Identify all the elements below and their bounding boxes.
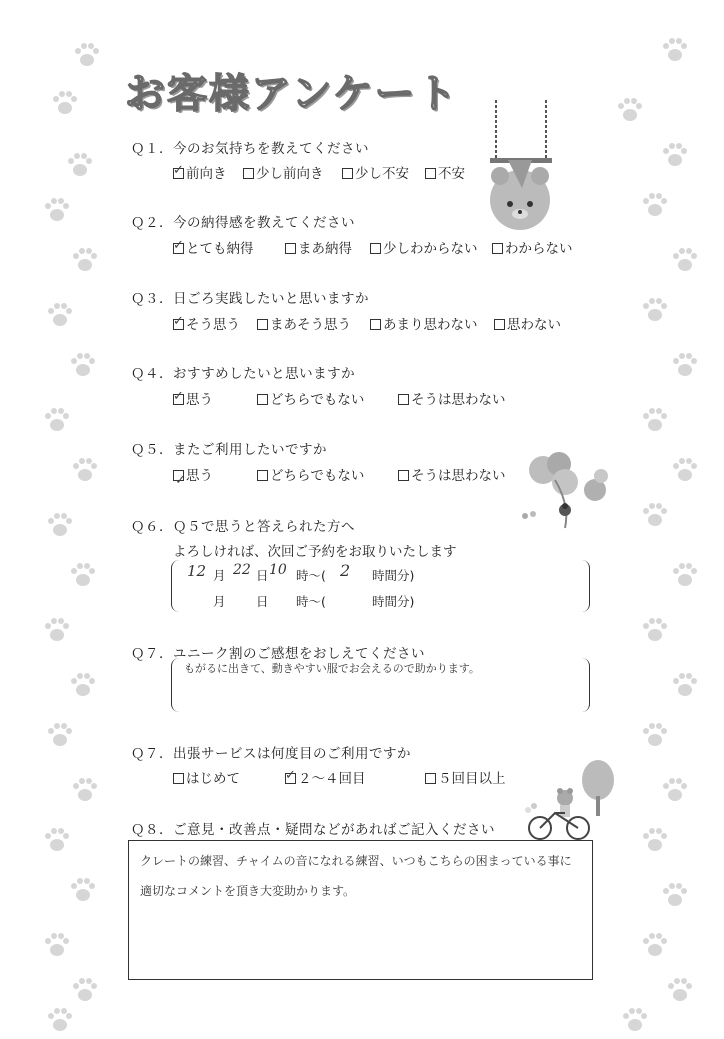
q5-option-3[interactable]: そうは思わない bbox=[398, 464, 506, 484]
paw-print-icon bbox=[42, 405, 72, 435]
survey-title: お客様アンケート bbox=[125, 71, 459, 117]
checkbox[interactable] bbox=[425, 168, 436, 179]
question-3-label: Ｑ３．日ごろ実践したいと思いますか bbox=[131, 291, 369, 307]
paw-print-icon bbox=[665, 975, 695, 1005]
question-6-label: Ｑ６．Ｑ５で思うと答えられた方へ bbox=[131, 519, 355, 535]
checkbox[interactable] bbox=[257, 394, 268, 405]
paw-print-icon bbox=[640, 295, 670, 325]
paw-print-icon bbox=[45, 720, 75, 750]
q1-option-2[interactable]: 少し前向き bbox=[243, 162, 324, 182]
checkbox[interactable] bbox=[398, 470, 409, 481]
paw-print-icon bbox=[670, 455, 700, 485]
q2-option-4[interactable]: わからない bbox=[492, 237, 573, 257]
check-mark-icon: ✓ bbox=[173, 314, 184, 329]
paw-print-icon bbox=[640, 405, 670, 435]
paw-print-icon bbox=[670, 350, 700, 380]
paw-print-icon bbox=[42, 930, 72, 960]
q1-option-1[interactable]: ✓ 前向き bbox=[173, 163, 227, 182]
paw-print-icon bbox=[615, 95, 645, 125]
checkbox[interactable] bbox=[173, 773, 184, 784]
paw-print-icon bbox=[660, 880, 690, 910]
paw-print-icon bbox=[68, 670, 98, 700]
paw-print-icon bbox=[640, 720, 670, 750]
hour-unit-label-2: 時〜( bbox=[296, 594, 326, 609]
paw-print-icon bbox=[50, 88, 80, 118]
paw-print-icon bbox=[70, 245, 100, 275]
bicycle-tree-illustration bbox=[520, 758, 620, 843]
question-7b-label: Ｑ７．出張サービスは何度目のご利用ですか bbox=[131, 746, 411, 762]
paw-print-icon bbox=[670, 560, 700, 590]
q5-option-1[interactable]: ✓ 思う bbox=[175, 468, 213, 488]
day-unit-label: 日 bbox=[256, 568, 269, 583]
paw-print-icon bbox=[45, 510, 75, 540]
paw-print-icon bbox=[670, 245, 700, 275]
paw-print-icon bbox=[640, 500, 670, 530]
checkbox[interactable] bbox=[257, 319, 268, 330]
checkbox[interactable] bbox=[173, 238, 184, 254]
check-mark-icon: ✓ bbox=[285, 768, 296, 783]
bear-swing-illustration bbox=[478, 100, 568, 240]
question-8-label: Ｑ８．ご意見・改善点・疑問などがあればご記入ください bbox=[131, 822, 495, 838]
duration-unit-label-2: 時間分) bbox=[372, 594, 415, 609]
checkbox[interactable] bbox=[370, 319, 381, 330]
q3-option-3[interactable]: あまり思わない bbox=[370, 313, 478, 333]
paw-print-icon bbox=[640, 190, 670, 220]
reservation-month-value[interactable]: 12 bbox=[187, 562, 207, 580]
checkbox[interactable] bbox=[173, 163, 184, 179]
check-mark-icon: ✓ bbox=[175, 473, 186, 488]
q8-answer-line-1: クレートの練習、チャイムの音になれる練習、いつもこちらの困まっている事に bbox=[140, 854, 572, 868]
checkbox[interactable] bbox=[494, 319, 505, 330]
question-4-label: Ｑ４．おすすめしたいと思いますか bbox=[131, 366, 356, 382]
checkbox[interactable] bbox=[285, 243, 296, 254]
checkbox[interactable] bbox=[342, 168, 353, 179]
q2-option-2[interactable]: まあ納得 bbox=[285, 237, 352, 257]
paw-print-icon bbox=[640, 930, 670, 960]
reservation-day-value[interactable]: 22 bbox=[233, 562, 251, 578]
q3-option-1[interactable]: ✓ そう思う bbox=[173, 314, 240, 333]
checkbox[interactable] bbox=[398, 394, 409, 405]
paw-print-icon bbox=[620, 1005, 650, 1035]
check-mark-icon: ✓ bbox=[173, 238, 184, 253]
reservation-duration-value[interactable]: 2 bbox=[340, 561, 351, 580]
q4-option-3[interactable]: そうは思わない bbox=[398, 388, 506, 408]
checkbox[interactable] bbox=[425, 773, 436, 784]
paw-print-icon bbox=[68, 560, 98, 590]
q7b-option-2[interactable]: ✓ ２〜４回目 bbox=[285, 768, 366, 787]
question-7a-label: Ｑ７．ユニーク割のご感想をおしえてください bbox=[131, 646, 425, 662]
question-5-label: Ｑ５．またご利用したいですか bbox=[131, 442, 327, 458]
day-unit-label-2: 日 bbox=[256, 594, 269, 609]
q7b-option-3[interactable]: ５回目以上 bbox=[425, 767, 506, 787]
check-mark-icon: ✓ bbox=[173, 389, 184, 404]
paw-print-icon bbox=[42, 615, 72, 645]
paw-print-icon bbox=[65, 150, 95, 180]
checkbox[interactable] bbox=[173, 389, 184, 405]
q8-answer-line-2: 適切なコメントを頂き大変助かります。 bbox=[140, 884, 356, 898]
q3-option-4[interactable]: 思わない bbox=[494, 313, 561, 333]
month-unit-label-2: 月 bbox=[213, 594, 226, 609]
q4-option-2[interactable]: どちらでもない bbox=[257, 388, 364, 408]
duration-unit-label: 時間分) bbox=[372, 568, 415, 583]
paw-print-icon bbox=[660, 775, 690, 805]
paw-print-icon bbox=[660, 35, 690, 65]
paw-print-icon bbox=[70, 455, 100, 485]
checkbox[interactable] bbox=[173, 314, 184, 330]
paw-print-icon bbox=[70, 775, 100, 805]
hour-unit-label: 時〜( bbox=[296, 568, 326, 583]
q4-option-1[interactable]: ✓ 思う bbox=[173, 389, 213, 408]
q3-option-2[interactable]: まあそう思う bbox=[257, 313, 351, 333]
paw-print-icon bbox=[640, 825, 670, 855]
check-mark-icon: ✓ bbox=[173, 163, 184, 178]
paw-print-icon bbox=[660, 140, 690, 170]
q6-subtext: よろしければ、次回ご予約をお取りいたします bbox=[173, 544, 457, 560]
checkbox[interactable] bbox=[173, 470, 186, 488]
paw-print-icon bbox=[72, 40, 102, 70]
paw-print-icon bbox=[640, 615, 670, 645]
clover-illustration bbox=[515, 450, 610, 530]
q7b-option-1[interactable]: はじめて bbox=[173, 767, 240, 787]
checkbox[interactable] bbox=[243, 168, 254, 179]
paw-print-icon bbox=[42, 195, 72, 225]
paw-print-icon bbox=[45, 300, 75, 330]
paw-print-icon bbox=[670, 670, 700, 700]
paw-print-icon bbox=[68, 350, 98, 380]
checkbox[interactable] bbox=[492, 243, 503, 254]
paw-print-icon bbox=[42, 825, 72, 855]
q2-option-1[interactable]: ✓ とても納得 bbox=[173, 238, 254, 257]
question-2-label: Ｑ２．今の納得感を教えてください bbox=[131, 215, 355, 231]
q2-option-3[interactable]: 少しわからない bbox=[370, 237, 478, 257]
reservation-hour-value[interactable]: 10 bbox=[269, 562, 287, 578]
question-1-label: Ｑ１．今のお気持ちを教えてください bbox=[131, 141, 369, 157]
checkbox[interactable] bbox=[370, 243, 381, 254]
q5-option-2[interactable]: どちらでもない bbox=[257, 464, 364, 484]
month-unit-label: 月 bbox=[213, 568, 226, 583]
q1-option-3[interactable]: 少し不安 bbox=[342, 162, 409, 182]
q1-option-4[interactable]: 不安 bbox=[425, 162, 465, 182]
paw-print-icon bbox=[45, 1005, 75, 1035]
paw-print-icon bbox=[68, 875, 98, 905]
checkbox[interactable] bbox=[285, 768, 296, 784]
paw-print-icon bbox=[70, 975, 100, 1005]
q7a-answer[interactable]: もがるに出きて、動きやすい服でお会えるので助かります。 bbox=[184, 662, 480, 675]
checkbox[interactable] bbox=[257, 470, 268, 481]
